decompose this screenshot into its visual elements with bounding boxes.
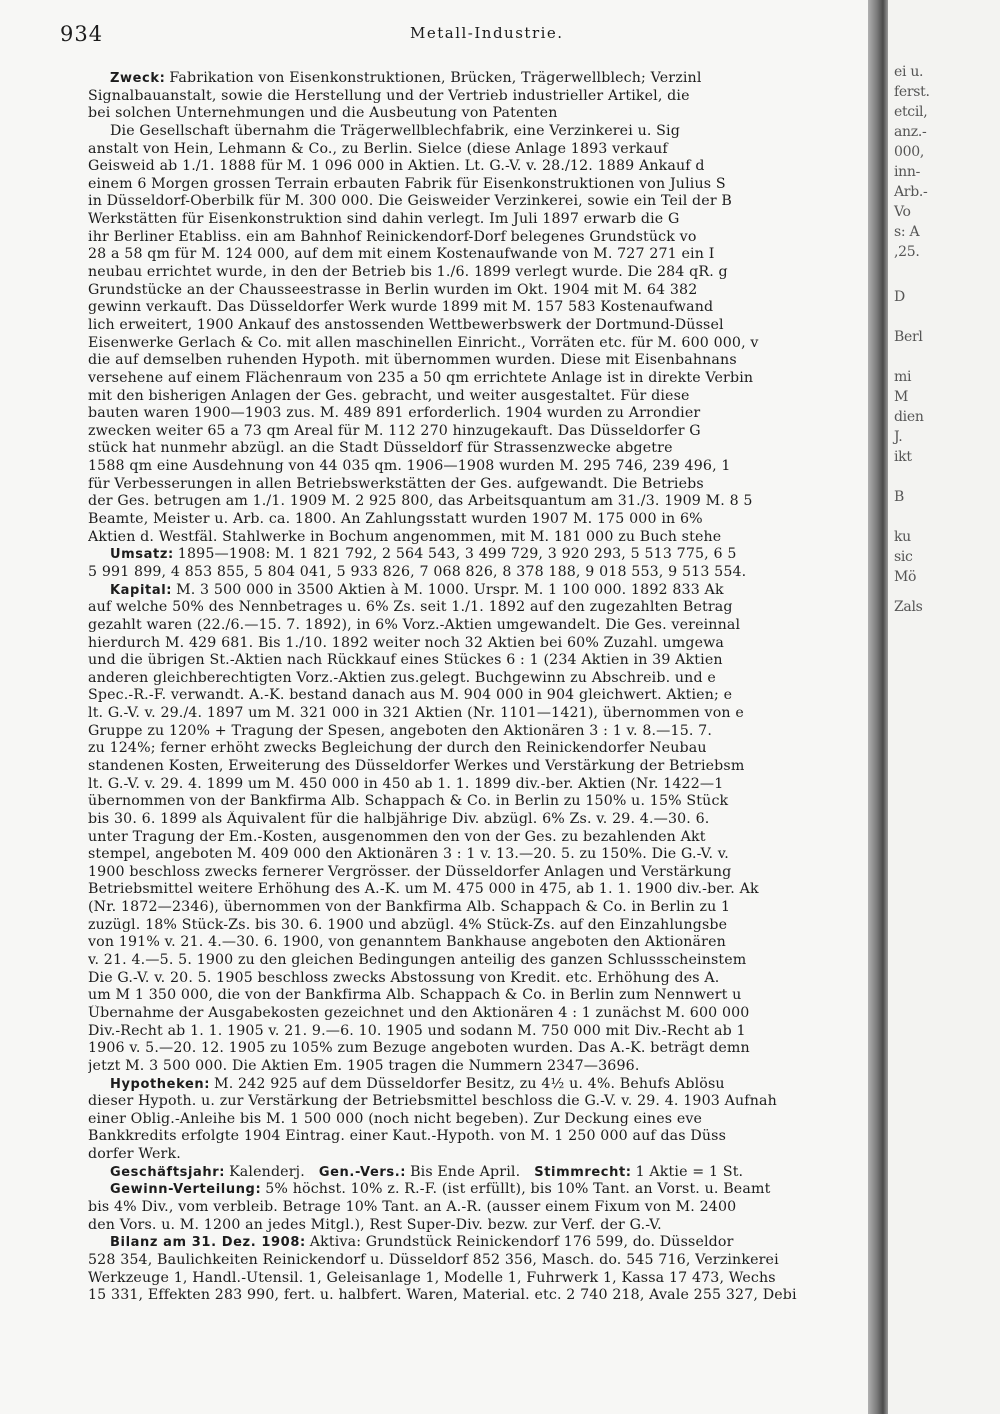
bleed-fragment: 000, (894, 144, 924, 160)
text-line (88, 1199, 868, 1217)
line-text: jetzt M. 3 500 000. Die Aktien Em. 1905 tragen die Nummern 2347—3696. (88, 1057, 640, 1074)
text-line (88, 1217, 868, 1235)
line-text: Fabrikation von Eisenkonstruktionen, Brücken, Trägerwellblech; Verzinl (169, 70, 702, 86)
bleed-fragment: anz.- (894, 124, 927, 140)
page-header (60, 18, 860, 48)
line-text: versehene auf einem Flächenraum von 235 a 50 qm errichtete Anlage ist in direkte Verbin (88, 369, 754, 386)
line-text: Die G.-V. v. 20. 5. 1905 beschloss zwecks Abstossung von Kredit. etc. Erhöhung des A. (88, 969, 720, 986)
line-text: die auf demselben ruhenden Hypoth. mit übernommen wurden. Diese mit Eisenbahnans (88, 352, 737, 369)
line-text: von 191% v. 21. 4.—30. 6. 1900, von genanntem Bankhause angeboten den Aktionären (88, 934, 726, 951)
line-text: stempel, angeboten M. 409 000 den Aktionären 3 : 1 v. 13.—20. 5. zu 150%. Die G.-V. v. (88, 846, 729, 863)
line-text: Beamte, Meister u. Arb. ca. 1800. An Zahlungsstatt wurden 1907 M. 175 000 in 6% (88, 511, 703, 528)
text-line (88, 881, 868, 899)
text-line (88, 1111, 868, 1129)
line-text: bauten waren 1900—1903 zus. M. 489 891 erforderlich. 1904 wurden zu Arrondier (88, 405, 701, 422)
line-text: anstalt von Hein, Lehmann & Co., zu Berlin. Sielce (diese Anlage 1893 verkauf (88, 140, 668, 157)
section-label: Geschäftsjahr: (110, 1164, 226, 1180)
bleed-fragment: ei u. (894, 64, 924, 80)
text-line (88, 105, 868, 123)
bleed-fragment: Berl (894, 329, 923, 345)
text-line (88, 793, 868, 811)
bleed-fragment: s: A (894, 224, 920, 240)
text-line (88, 952, 868, 970)
text-line (88, 1270, 868, 1288)
line-text: standenen Kosten, Erweiterung des Düsseldorfer Werkes und Verstärkung der Betriebsm (88, 757, 745, 774)
line-text: Werkzeuge 1, Handl.-Utensil. 1, Geleisanlage 1, Modelle 1, Fuhrwerk 1, Kassa 17 473, Wechs (88, 1269, 776, 1286)
line-text: Eisenwerke Gerlach & Co. mit allen maschinellen Einricht., Vorräten etc. für M. 600 000, v (88, 334, 759, 351)
text-line (88, 264, 868, 282)
text-line (88, 176, 868, 194)
text-line (88, 193, 868, 211)
running-title: Metall-Industrie. (410, 24, 564, 42)
bleed-fragment: Mö (894, 569, 917, 585)
text-line (88, 811, 868, 829)
bleed-fragment: sic (894, 549, 913, 565)
text-line (88, 141, 868, 159)
text-line (88, 493, 868, 511)
line-text: Spec.-R.-F. verwandt. A.-K. bestand danach aus M. 904 000 in 904 gleichwert. Aktien; e (88, 687, 733, 704)
line-text: Gruppe zu 120% + Tragung der Spesen, angeboten den Aktionären 3 : 1 v. 8.—15. 7. (88, 722, 713, 739)
section-label: Gewinn-Verteilung: (110, 1182, 262, 1198)
text-line (88, 864, 868, 882)
line-text: 15 331, Effekten 283 990, fert. u. halbfert. Waren, Material. etc. 2 740 218, Avale 255 327, Debi (88, 1287, 797, 1304)
text-line (88, 405, 868, 423)
text-line (88, 123, 868, 141)
line-text: auf welche 50% des Nennbetrages u. 6% Zs. seit 1./1. 1892 auf den zugezahlten Betrag (88, 599, 733, 616)
line-text: der Ges. betrugen am 1./1. 1909 M. 2 925 800, das Arbeitsquantum am 31./3. 1909 M. 8 5 (88, 493, 753, 510)
line-text: Geisweid ab 1./1. 1888 für M. 1 096 000 in Aktien. Lt. G.-V. v. 28./12. 1889 Ankauf d (88, 158, 705, 175)
book-gutter-shadow (868, 0, 888, 1414)
text-line (88, 70, 868, 88)
section-label: Umsatz: (110, 547, 174, 563)
line-text: zwecken weiter 65 a 73 qm Areal für M. 112 270 hinzugekauft. Das Düsseldorfer G (88, 422, 701, 439)
line-text: zu 124%; ferner erhöht zwecks Begleichung der durch den Reinickendorfer Neubau (88, 740, 707, 757)
text-line (88, 917, 868, 935)
line-text: Div.-Recht ab 1. 1. 1905 v. 21. 9.—6. 10. 1905 und sodann M. 750 000 mit Div.-Recht ab 1 (88, 1022, 746, 1039)
line-text: Bankkredits erfolgte 1904 Eintrag. einer Kaut.-Hypoth. von M. 1 250 000 auf das Düss (88, 1128, 727, 1145)
line-text: 528 354, Baulichkeiten Reinickendorf u. Düsseldorf 852 356, Masch. do. 545 716, Verzinkerei (88, 1251, 779, 1268)
line-text: lt. G.-V. v. 29./4. 1897 um M. 321 000 in 321 Aktien (Nr. 1101—1421), übernommen von e (88, 705, 744, 722)
bleed-fragment: ,25. (894, 244, 920, 260)
text-line (88, 582, 868, 600)
line-text: (Nr. 1872—2346), übernommen von der Bankfirma Alb. Schappach & Co. in Berlin zu 1 (88, 899, 731, 916)
bleed-fragment: Zals (894, 599, 923, 615)
line-text: anderen gleichberechtigten Vorz.-Aktien zus.gelegt. Buchgewinn zu Abschreib. und e (88, 669, 716, 686)
bleed-fragment: M (894, 389, 909, 405)
text-line (88, 599, 868, 617)
text-line (88, 440, 868, 458)
line-text: dorfer Werk. (88, 1146, 181, 1163)
line-text: um M 1 350 000, die von der Bankfirma Alb. Schappach & Co. in Berlin zum Nennwert u (88, 987, 742, 1004)
text-line (88, 246, 868, 264)
bleed-fragment: etcil, (894, 104, 928, 120)
bleed-fragment: ku (894, 529, 911, 545)
text-line (88, 740, 868, 758)
line-text: hierdurch M. 429 681. Bis 1./10. 1892 weiter noch 32 Aktien bei 60% Zuzahl. umgewa (88, 634, 725, 651)
section-label: Gen.-Vers.: (318, 1164, 407, 1180)
line-text: für Verbesserungen in allen Betriebswerkstätten der Ges. aufgewandt. Die Betriebs (88, 475, 704, 492)
text-line (88, 370, 868, 388)
line-text: bei solchen Unternehmungen und die Ausbeutung von Patenten (88, 105, 558, 122)
text-line (88, 546, 868, 564)
line-text: gewinn verkauft. Das Düsseldorfer Werk wurde 1899 mit M. 157 583 Kostenaufwand (88, 299, 714, 316)
text-line (88, 388, 868, 406)
text-line (88, 687, 868, 705)
bleed-fragment: J. (894, 429, 903, 445)
line-text: dieser Hypoth. u. zur Verstärkung der Betriebsmittel beschloss die G.-V. v. 29. 4. 1903 Aufnah (88, 1093, 777, 1110)
line-text: 1 Aktie = 1 St. (635, 1163, 744, 1180)
line-text: übernommen von der Bankfirma Alb. Schappach & Co. in Berlin zu 150% u. 15% Stück (88, 793, 729, 810)
text-line (88, 652, 868, 670)
text-line (88, 211, 868, 229)
line-text: Übernahme der Ausgabekosten gezeichnet und den Aktionären 4 : 1 zunächst M. 600 000 (88, 1004, 750, 1021)
text-line (88, 1128, 868, 1146)
section-label: Bilanz am 31. Dez. 1908: (110, 1235, 306, 1251)
line-text: und die übrigen St.-Aktien nach Rückkauf eines Stückes 6 : 1 (234 Aktien in 39 Aktien (88, 652, 723, 669)
text-line (88, 88, 868, 106)
line-text: ihr Berliner Etabliss. ein am Bahnhof Reinickendorf-Dorf belegenes Grundstück vo (88, 228, 697, 245)
text-line (88, 1252, 868, 1270)
bleed-fragment: B (894, 489, 904, 505)
text-line (88, 352, 868, 370)
bleed-fragment: inn- (894, 164, 921, 180)
line-text: Kalenderj. (229, 1163, 305, 1180)
line-text: Betriebsmittel weitere Erhöhung des A.-K. um M. 475 000 in 475, ab 1. 1. 1900 div.-ber. Ak (88, 881, 759, 898)
text-line (88, 423, 868, 441)
bleed-fragment: Vo (894, 204, 911, 220)
line-text: M. 242 925 auf dem Düsseldorfer Besitz, zu 4½ u. 4%. Behufs Ablösu (214, 1075, 725, 1092)
text-line (88, 970, 868, 988)
text-line (88, 229, 868, 247)
line-text: Signalbauanstalt, sowie die Herstellung und der Vertrieb industrieller Artikel, die (88, 87, 690, 104)
line-text: v. 21. 4.—5. 5. 1900 zu den gleichen Bedingungen anteilig des ganzen Schlussscheinstem (88, 952, 747, 969)
bleed-fragment: mi (894, 369, 912, 385)
text-line (88, 934, 868, 952)
text-line (88, 1023, 868, 1041)
text-line (88, 564, 868, 582)
line-text: Bis Ende April. (410, 1163, 521, 1180)
line-text: 5 991 899, 4 853 855, 5 804 041, 5 933 826, 7 068 826, 8 378 188, 9 018 553, 9 513 554. (88, 563, 747, 580)
line-text: Grundstücke an der Chausseestrasse in Berlin wurden im Okt. 1904 mit M. 64 382 (88, 281, 698, 298)
text-line (88, 776, 868, 794)
line-text: 1906 v. 5.—20. 12. 1905 zu 105% zum Bezuge angeboten wurden. Das A.-K. beträgt demn (88, 1040, 750, 1057)
line-text: einem 6 Morgen grossen Terrain erbauten Fabrik für Eisenkonstruktionen von Julius S (88, 175, 726, 192)
text-line (88, 282, 868, 300)
text-line (88, 829, 868, 847)
text-line (88, 1164, 868, 1182)
text-line (88, 670, 868, 688)
section-label: Stimmrecht: (534, 1164, 632, 1180)
text-line (88, 1287, 868, 1305)
bleed-fragment: ikt (894, 449, 912, 465)
text-line (88, 1058, 868, 1076)
line-text: Aktien d. Westfäl. Stahlwerke in Bochum angenommen, mit M. 181 000 zu Buch stehe (88, 528, 722, 545)
line-text: mit den bisherigen Anlagen der Ges. gebracht, und weiter ausgestaltet. Für diese (88, 387, 690, 404)
text-line (88, 1181, 868, 1199)
text-line (88, 458, 868, 476)
line-text: 5% höchst. 10% z. R.-F. (ist erfüllt), bis 10% Tant. an Vorst. u. Beamt (265, 1181, 771, 1198)
line-text: 1900 beschloss zwecks fernerer Vergrösser. der Düsseldorfer Anlagen und Verstärkung (88, 863, 732, 880)
text-line (88, 723, 868, 741)
line-text: 28 a 58 qm für M. 124 000, auf dem mit einem Kostenaufwande von M. 727 271 ein I (88, 246, 715, 263)
text-line (88, 987, 868, 1005)
bleed-fragment: dien (894, 409, 924, 425)
text-line (88, 617, 868, 635)
text-line (88, 846, 868, 864)
article-body (88, 70, 868, 1410)
line-text: zuzügl. 18% Stück-Zs. bis 30. 6. 1900 und abzügl. 4% Stück-Zs. auf den Einzahlungsbe (88, 916, 728, 933)
text-line (88, 1040, 868, 1058)
line-text: M. 3 500 000 in 3500 Aktien à M. 1000. Urspr. M. 1 100 000. 1892 833 Ak (176, 581, 724, 598)
section-label: Zweck: (110, 71, 166, 86)
text-line (88, 1005, 868, 1023)
line-text: 1895—1908: M. 1 821 792, 2 564 543, 3 499 729, 3 920 293, 5 513 775, 6 5 (177, 546, 737, 563)
text-line (88, 899, 868, 917)
text-line (88, 317, 868, 335)
line-text: neubau errichtet wurde, in den der Betrieb bis 1./6. 1899 verlegt wurde. Die 284 qR. g (88, 264, 728, 281)
bleed-fragment: ferst. (894, 84, 930, 100)
text-line (88, 158, 868, 176)
bleed-fragment: D (894, 289, 905, 305)
line-text: in Düsseldorf-Oberbilk für M. 300 000. Die Geisweider Verzinkerei, sowie ein Teil der B (88, 193, 732, 210)
line-text: Aktiva: Grundstück Reinickendorf 176 599, do. Düsseldor (309, 1234, 734, 1251)
text-line (88, 705, 868, 723)
line-text: lich erweitert, 1900 Ankauf des anstossenden Wettbewerbswerk der Dortmund-Düssel (88, 316, 724, 333)
line-text: Die Gesellschaft übernahm die Trägerwellblechfabrik, eine Verzinkerei u. Sig (110, 122, 680, 139)
line-text: bis 30. 6. 1899 als Äquivalent für die halbjährige Div. abzügl. 6% Zs. v. 29. 4.—30. 6. (88, 810, 710, 827)
text-line (88, 1234, 868, 1252)
line-text: unter Tragung der Em.-Kosten, ausgenommen den von der Ges. zu bezahlenden Akt (88, 828, 706, 845)
line-text: den Vors. u. M. 1200 an jedes Mitgl.), Rest Super-Div. bezw. zur Verf. der G.-V. (88, 1216, 662, 1233)
text-line (88, 299, 868, 317)
text-line (88, 476, 868, 494)
text-line (88, 635, 868, 653)
line-text: Werkstätten für Eisenkonstruktion sind dahin verlegt. Im Juli 1897 erwarb die G (88, 211, 680, 228)
text-line (88, 1146, 868, 1164)
adjacent-page-edge (888, 0, 1000, 1414)
text-line (88, 1093, 868, 1111)
section-label: Kapital: (110, 582, 173, 598)
text-line (88, 529, 868, 547)
text-line (88, 335, 868, 353)
bleed-fragment: Arb.- (894, 184, 928, 200)
line-text: stück hat nunmehr abzügl. an die Stadt Düsseldorf für Strassenzwecke abgetre (88, 440, 673, 457)
text-line (88, 1076, 868, 1094)
text-line (88, 511, 868, 529)
line-text: bis 4% Div., vom verbleib. Betrage 10% Tant. an A.-R. (ausser einem Fixum von M. 2400 (88, 1199, 737, 1215)
line-text: gezahlt waren (22./6.—15. 7. 1892), in 6% Vorz.-Aktien umgewandelt. Die Ges. vereinnal (88, 616, 741, 633)
line-text: 1588 qm eine Ausdehnung von 44 035 qm. 1906—1908 wurden M. 295 746, 239 496, 1 (88, 458, 731, 475)
line-text: einer Oblig.-Anleihe bis M. 1 500 000 (noch nicht begeben). Zur Deckung eines eve (88, 1110, 703, 1127)
section-label: Hypotheken: (110, 1076, 211, 1092)
page-number: 934 (60, 22, 104, 46)
line-text: lt. G.-V. v. 29. 4. 1899 um M. 450 000 in 450 ab 1. 1. 1899 div.-ber. Aktien (Nr. 1422—1 (88, 775, 724, 792)
text-line (88, 758, 868, 776)
